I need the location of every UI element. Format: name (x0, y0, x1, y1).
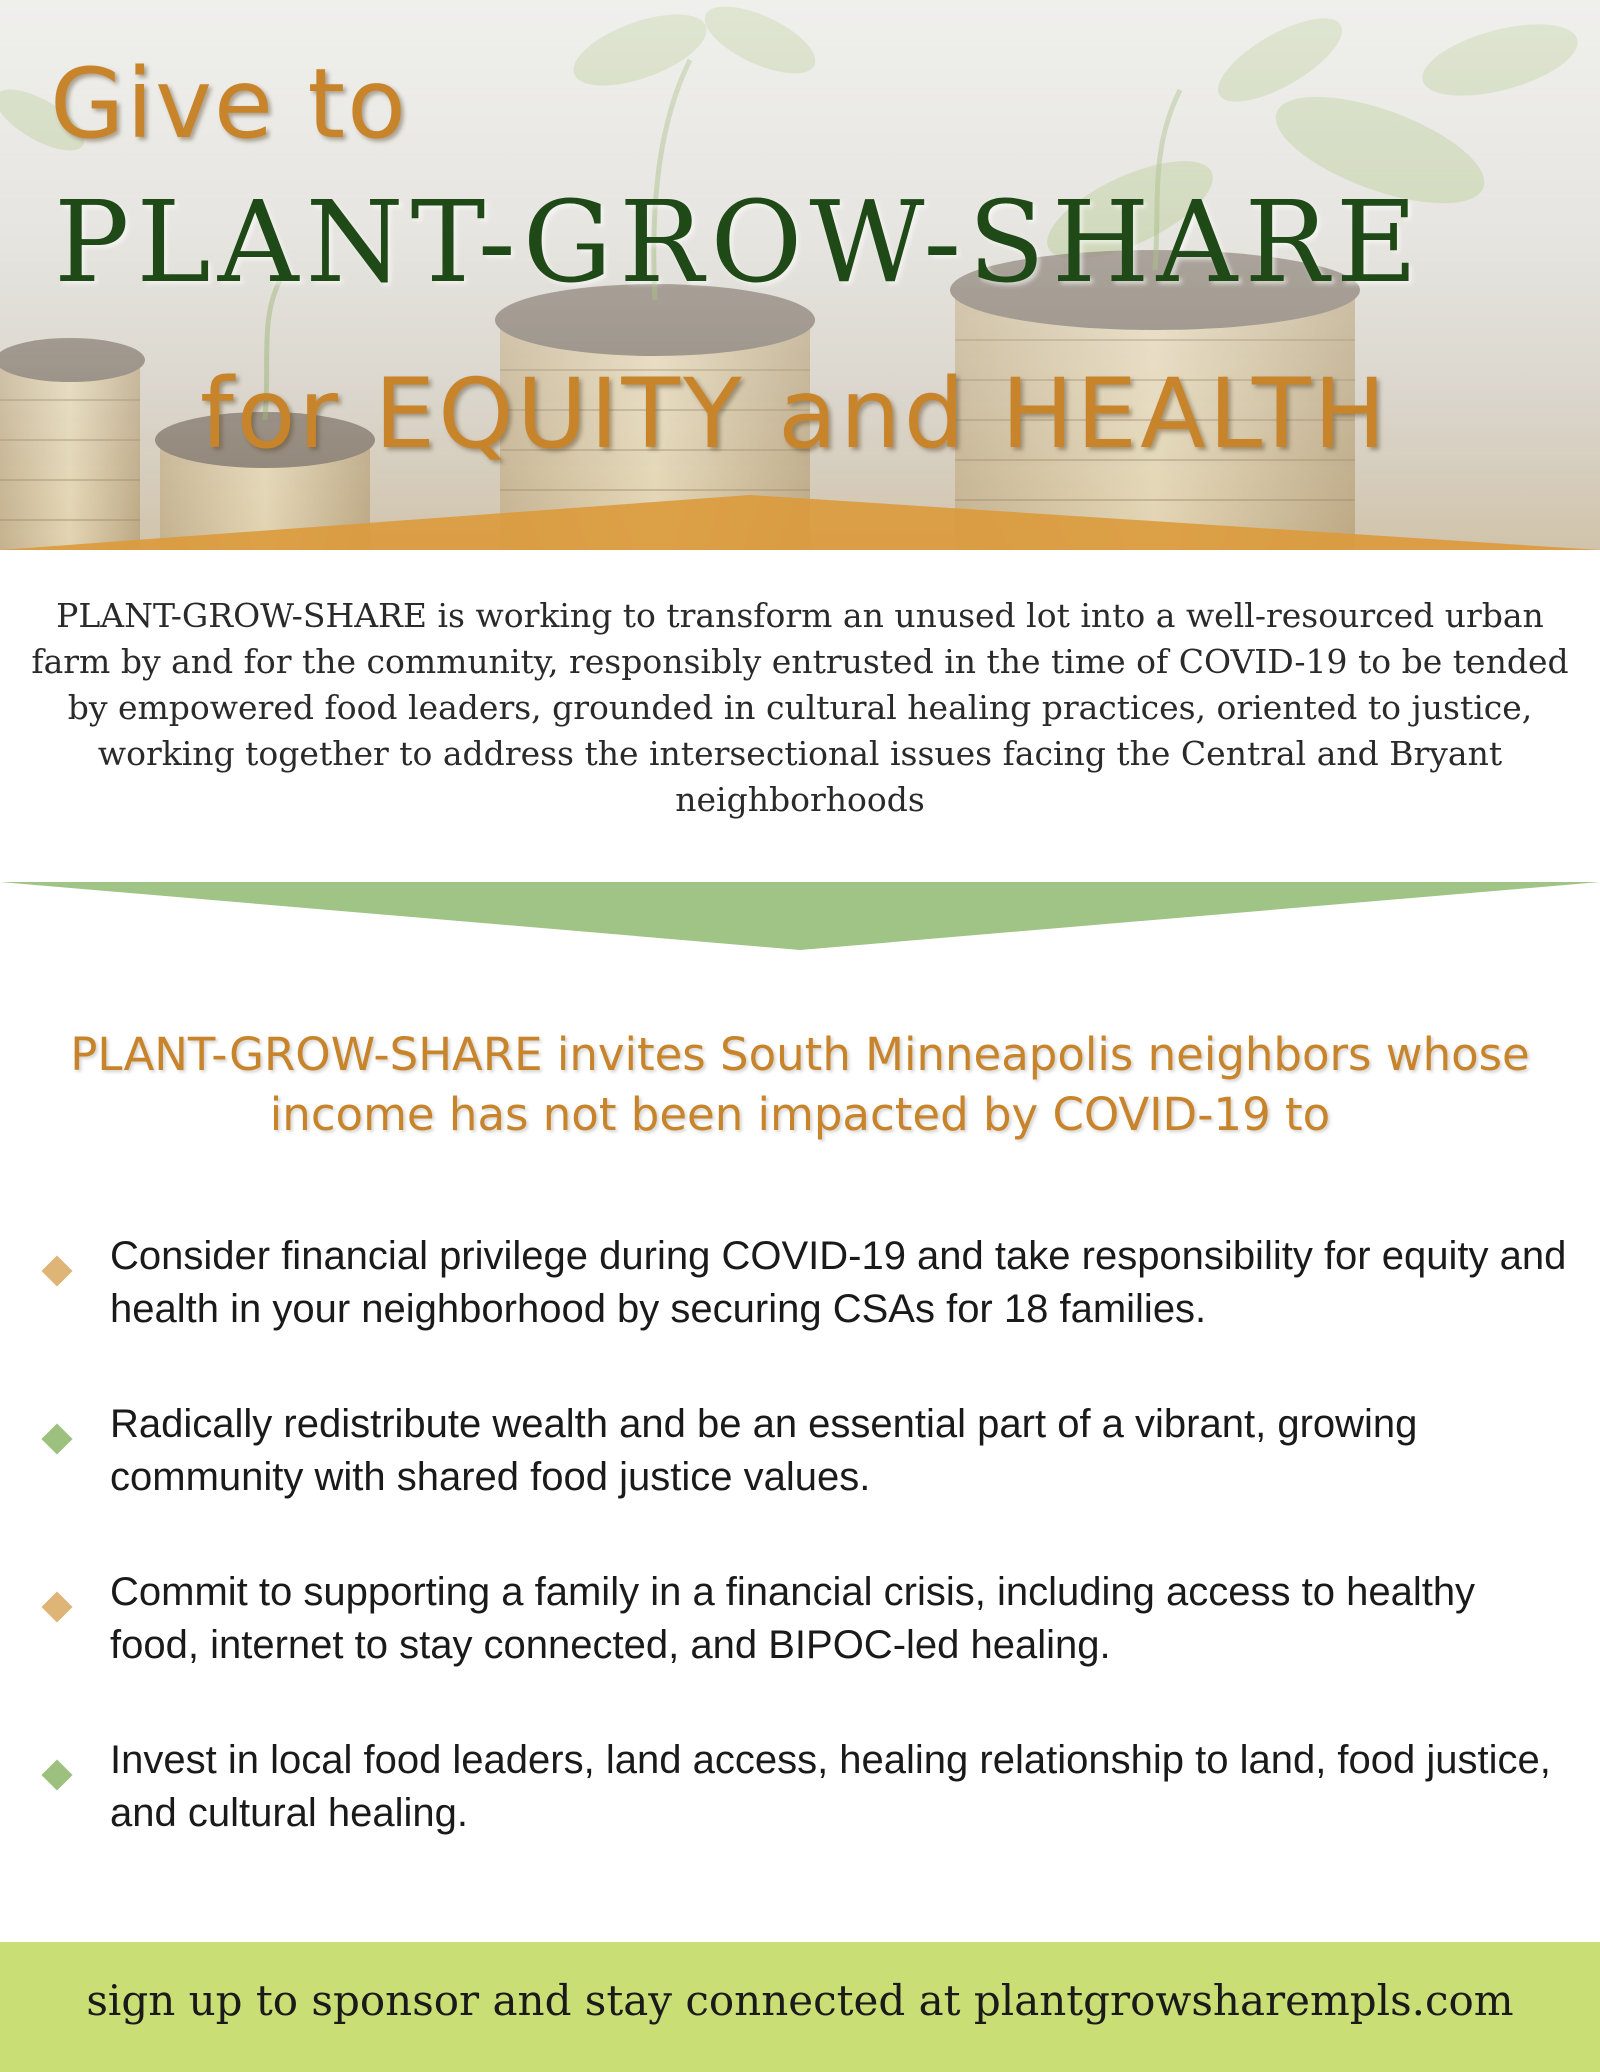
green-divider-arrow (0, 880, 1600, 960)
intro-paragraph: PLANT-GROW-SHARE is working to transform an unused lot into a well-resourced urban farm by and for the community, responsibly entrusted in the time of COVID-19 to be tended by empowered food leaders, grounded in cultural healing practices, oriented to justice, working together to address the intersectional issues facing the Central and Bryant neighborhoods (31, 596, 1569, 819)
give-to-heading: Give to (50, 48, 408, 160)
equity-health-heading: for EQUITY and HEALTH (200, 358, 1389, 470)
list-item-text: Invest in local food leaders, land access, healing relationship to land, food justice, and cultural healing. (110, 1738, 1551, 1835)
diamond-bullet-icon (41, 1255, 72, 1286)
plant-grow-share-heading: PLANT-GROW-SHARE (54, 178, 1425, 308)
invite-heading: PLANT-GROW-SHARE invites South Minneapolis neighbors whose income has not been impacted by COVID-19 to (70, 1028, 1530, 1141)
hero-banner (0, 0, 1600, 550)
diamond-bullet-icon (41, 1423, 72, 1454)
footer-cta[interactable]: sign up to sponsor and stay connected at plantgrowsharempls.com (86, 1976, 1514, 2025)
list-item (40, 1566, 1570, 1672)
list-item-text: Consider financial privilege during COVID-19 and take responsibility for equity and health in your neighborhood by securing CSAs for 18 families. (110, 1234, 1567, 1331)
hero-title (0, 0, 1600, 550)
list-item (40, 1398, 1570, 1504)
list-item (40, 1734, 1570, 1840)
diamond-bullet-icon (41, 1591, 72, 1622)
action-list (40, 1230, 1570, 1902)
diamond-bullet-icon (41, 1759, 72, 1790)
list-item (40, 1230, 1570, 1336)
list-item-text: Radically redistribute wealth and be an essential part of a vibrant, growing community with shared food justice values. (110, 1402, 1418, 1499)
list-item-text: Commit to supporting a family in a financial crisis, including access to healthy food, internet to stay connected, and BIPOC-led healing. (110, 1570, 1476, 1667)
